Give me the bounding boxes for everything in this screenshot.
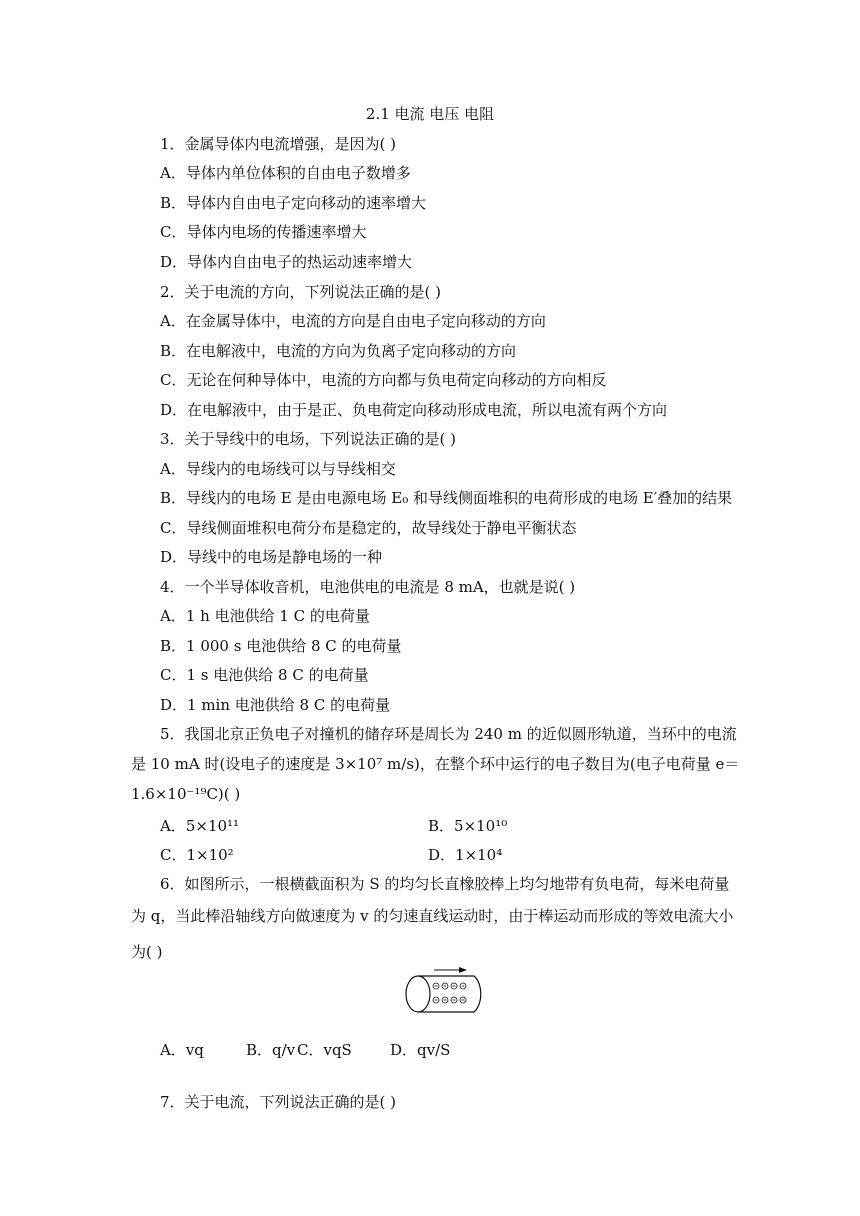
question-1-stem: 1．金属导体内电流增强，是因为( ) bbox=[160, 135, 397, 153]
question-2-option-a: A．在金属导体中，电流的方向是自由电子定向移动的方向 bbox=[160, 312, 546, 330]
question-3-option-c: C．导线侧面堆积电荷分布是稳定的，故导线处于静电平衡状态 bbox=[160, 519, 577, 537]
question-5-stem-line-2: 是 10 mA 时(设电子的速度是 3×10⁷ m/s)，在整个环中运行的电子数目为(电子电荷量 e＝ bbox=[131, 755, 740, 773]
question-5-option-b: B．5×10¹⁰ bbox=[428, 817, 508, 835]
question-3-option-b: B．导线内的电场 E 是由电源电场 E₀ 和导线侧面堆积的电荷形成的电场 E′叠加的结果 bbox=[160, 489, 733, 507]
question-6-option-d: D．qv/S bbox=[390, 1041, 451, 1059]
question-4-option-c: C．1 s 电池供给 8 C 的电荷量 bbox=[160, 666, 369, 684]
question-4-option-b: B．1 000 s 电池供给 8 C 的电荷量 bbox=[160, 637, 402, 655]
question-3-option-d: D．导线中的电场是静电场的一种 bbox=[160, 548, 383, 566]
page-title: 2.1 电流 电压 电阻 bbox=[365, 105, 495, 123]
question-6-option-b: B．q/v bbox=[246, 1041, 296, 1059]
question-6-stem-line-1: 6．如图所示，一根横截面积为 S 的均匀长直橡胶棒上均匀地带有负电荷，每米电荷量 bbox=[160, 875, 730, 893]
question-4-option-d: D．1 min 电池供给 8 C 的电荷量 bbox=[160, 696, 391, 714]
question-5-stem-line-3: 1.6×10⁻¹⁹C)( ) bbox=[131, 785, 241, 803]
question-3-stem: 3．关于导线中的电场，下列说法正确的是( ) bbox=[160, 430, 457, 448]
question-2-option-b: B．在电解液中，电流的方向为负离子定向移动的方向 bbox=[160, 342, 517, 360]
question-5-stem-line-1: 5．我国北京正负电子对撞机的储存环是周长为 240 m 的近似圆形轨道，当环中的电流 bbox=[160, 725, 737, 743]
question-7-stem: 7．关于电流，下列说法正确的是( ) bbox=[160, 1093, 397, 1111]
question-4-option-a: A．1 h 电池供给 1 C 的电荷量 bbox=[160, 607, 370, 625]
question-5-option-d: D．1×10⁴ bbox=[428, 846, 503, 864]
negative-charges bbox=[433, 983, 466, 1003]
question-1-option-a: A．导体内单位体积的自由电子数增多 bbox=[160, 164, 411, 182]
question-2-stem: 2．关于电流的方向，下列说法正确的是( ) bbox=[160, 283, 442, 301]
question-6-stem-line-3: 为( ) bbox=[131, 943, 163, 961]
question-5-option-a: A．5×10¹¹ bbox=[160, 817, 240, 835]
question-1-option-d: D．导体内自由电子的热运动速率增大 bbox=[160, 253, 413, 271]
question-6-stem-line-2: 为 q，当此棒沿轴线方向做速度为 v 的匀速直线运动时，由于棒运动而形成的等效电流大小 bbox=[131, 907, 734, 925]
question-3-option-a: A．导线内的电场线可以与导线相交 bbox=[160, 460, 396, 478]
question-4-stem: 4．一个半导体收音机，电池供电的电流是 8 mA，也就是说( ) bbox=[160, 578, 576, 596]
question-2-option-c: C．无论在何种导体中，电流的方向都与负电荷定向移动的方向相反 bbox=[160, 371, 607, 389]
question-6-option-a: A．vq bbox=[160, 1041, 204, 1059]
question-2-option-d: D．在电解液中，由于是正、负电荷定向移动形成电流，所以电流有两个方向 bbox=[160, 401, 668, 419]
question-5-option-c: C．1×10² bbox=[160, 846, 234, 864]
rod-cross-section bbox=[406, 976, 430, 1012]
charged-rod-figure bbox=[400, 966, 492, 1016]
question-1-option-b: B．导体内自由电子定向移动的速率增大 bbox=[160, 194, 427, 212]
question-6-option-c: C．vqS bbox=[297, 1041, 352, 1059]
question-1-option-c: C．导体内电场的传播速率增大 bbox=[160, 223, 367, 241]
